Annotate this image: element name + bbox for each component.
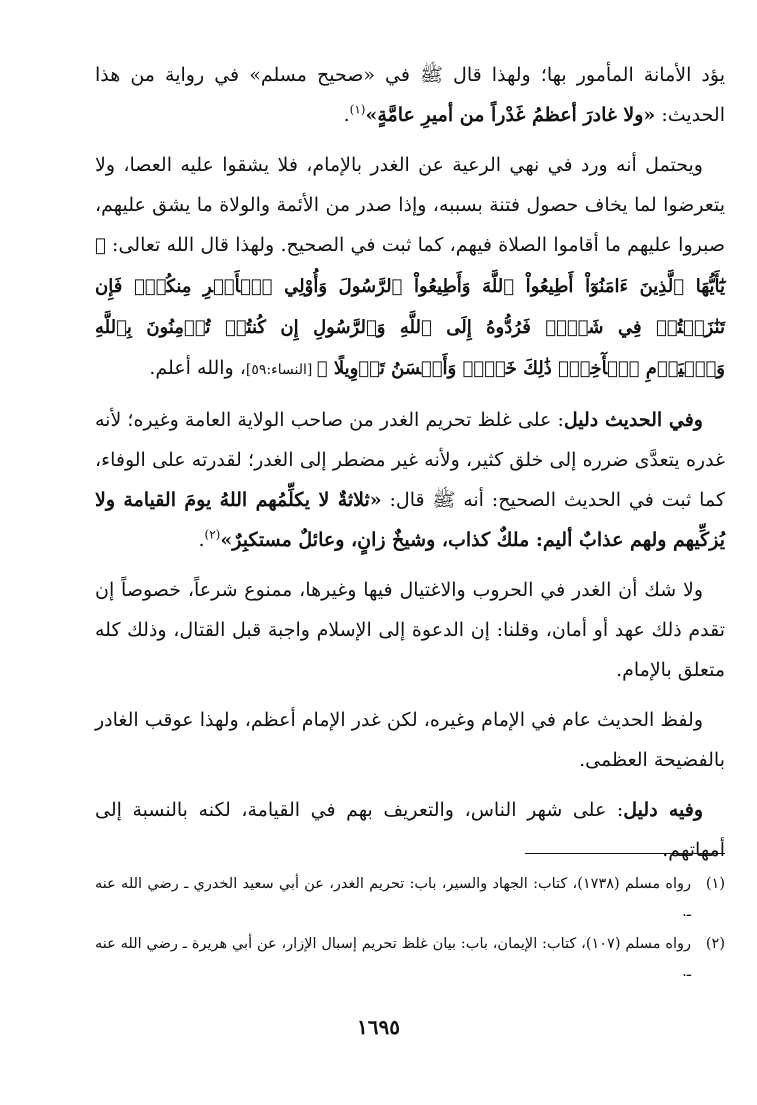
footnotes [95, 870, 725, 990]
text-segment: يؤد الأمانة المأمور بها؛ ولهذا قال ﷺ في «صحيح مسلم» في رواية من هذا الحديث: [95, 64, 725, 126]
page-number: ١٦٩٥ [357, 1015, 400, 1039]
hadith-quote: «ولا غادرَ أعظمُ غَدْراً من أميرِ عامَّةٍ» [365, 104, 656, 126]
footnote-divider [525, 853, 725, 854]
footnote-text: رواه مسلم (١٠٧)، كتاب: الإيمان، باب: بيان غلظ تحريم إسبال الإزار، عن أبي هريرة ـ رضي الله عنه ـ. [95, 936, 691, 980]
paragraph-1 [95, 55, 725, 135]
footnote-1 [95, 870, 725, 926]
text-segment: ولا شك أن الغدر في الحروب والاغتيال فيها وغيرها، ممنوع شرعاً، خصوصاً إن تقدم ذلك عهد أو أمان، وقلنا: إن الدعوة إلى الإسلام واجبة قبل القتال، وذلك كله متعلق بالإمام. [95, 579, 725, 681]
quran-verse: ﴿ يَٰٓأَيُّهَا ٱلَّذِينَ ءَامَنُوٓاْ أَطِيعُواْ ٱللَّهَ وَأَطِيعُواْ ٱلرَّسُولَ وَأُوْلِي ٱلۡأَمۡرِ مِنكُمۡۖ فَإِن تَنَٰزَعۡتُمۡ فِي شَيۡءٖ فَرُدُّوهُ إِلَى ٱللَّهِ وَٱلرَّسُولِ إِن كُنتُمۡ تُؤۡمِنُونَ بِٱللَّهِ وَٱلۡيَوۡمِ ٱلۡأٓخِرِۚ ذَٰلِكَ خَيۡرٞ وَأَحۡسَنُ تَأۡوِيلًا ﴾ [95, 235, 725, 379]
text-segment: ، والله أعلم. [149, 357, 246, 379]
footnote-number: (١) [705, 876, 725, 892]
paragraph-5 [95, 700, 725, 780]
paragraph-2 [95, 145, 725, 390]
footnote-ref-1[interactable]: (١) [349, 102, 366, 117]
verse-reference: [النساء:٥٩] [245, 362, 317, 378]
text-segment: ويحتمل أنه ورد في نهي الرعية عن الغدر بالإمام، فلا يشقوا عليه العصا، ولا يتعرضوا لما يخاف حصول فتنة بسببه، وإذا صدر من الأئمة والولاة ما يشق عليهم، صبروا عليهم ما أقاموا الصلاة فيهم، كما ثبت في الصحيح. ولهذا قال الله تعالى: [95, 154, 725, 256]
hadith-quote: «ثلاثةٌ لا يكلِّمُهم اللهُ يومَ القيامة ولا يُزكِّيهم ولهم عذابٌ أليم: ملكٌ كذاب، وشيخٌ زانٍ، وعائلٌ مستكبِرٌ» [95, 489, 725, 551]
text-segment: : على شهر الناس، والتعريف بهم في القيامة، لكنه بالنسبة إلى أمهاتهم. [95, 799, 725, 861]
text-segment: : على غلظ تحريم الغدر من صاحب الولاية العامة وغيره؛ لأنه غدره يتعدَّى ضرره إلى خلق كثير، ولأنه غير مضطر إلى الغدر؛ لقدرته على الوفاء، كما ثبت في الحديث الصحيح: أنه ﷺ قال: [95, 409, 725, 511]
text-segment: . [198, 529, 205, 551]
main-text [95, 55, 725, 880]
footnote-ref-2[interactable]: (٢) [204, 527, 221, 542]
paragraph-4 [95, 570, 725, 690]
footnote-2 [95, 930, 725, 986]
section-lead: وفي الحديث دليل [563, 409, 703, 431]
text-segment: . [343, 104, 350, 126]
paragraph-6 [95, 790, 725, 870]
section-lead: وفيه دليل [623, 799, 703, 821]
paragraph-3 [95, 400, 725, 560]
text-segment: ولفظ الحديث عام في الإمام وغيره، لكن غدر الإمام أعظم، ولهذا عوقب الغادر بالفضيحة العظمى. [95, 709, 725, 771]
footnote-text: رواه مسلم (١٧٣٨)، كتاب: الجهاد والسير، باب: تحريم الغدر، عن أبي سعيد الخدري ـ رضي الله عنه ـ. [95, 876, 691, 920]
footnote-number: (٢) [705, 936, 725, 952]
